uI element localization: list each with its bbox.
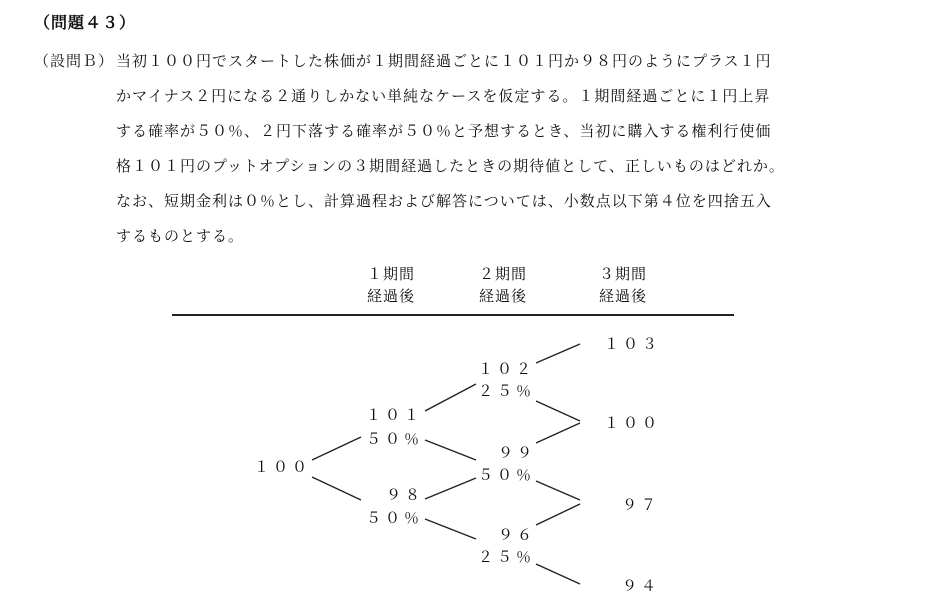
- branch-line: [312, 477, 361, 500]
- branch-line: [425, 440, 476, 460]
- branch-line: [536, 481, 580, 500]
- node-p3-price: ９４: [622, 577, 661, 595]
- branch-line: [536, 344, 580, 363]
- question-label: （設問Ｂ）: [34, 52, 115, 70]
- branch-line: [312, 437, 361, 460]
- header-line: ３期間: [598, 265, 647, 283]
- node-p1-up-prob: ５０％: [366, 430, 424, 448]
- branch-line: [425, 519, 476, 539]
- node-p2-mid-price: ９９: [498, 444, 537, 462]
- problem-heading: （問題４３）: [34, 13, 137, 32]
- node-root-price: １００: [254, 458, 312, 476]
- node-p3-price: １０３: [604, 335, 662, 353]
- question-text-line: かマイナス２円になる２通りしかない単純なケースを仮定する。１期間経過ごとに１円上昇: [116, 87, 771, 105]
- branch-line: [425, 384, 476, 411]
- branch-line: [536, 504, 580, 525]
- node-p3-price: １００: [604, 414, 662, 432]
- node-p2-mid-prob: ５０％: [478, 466, 536, 484]
- node-p1-up-price: １０１: [366, 406, 424, 424]
- node-p2-bottom-price: ９６: [498, 526, 537, 544]
- node-p1-down-price: ９８: [386, 486, 425, 504]
- header-line: 経過後: [598, 287, 647, 305]
- question-text-line: なお、短期金利は０％とし、計算過程および解答については、小数点以下第４位を四捨五入: [116, 192, 772, 210]
- node-p2-top-prob: ２５％: [478, 382, 536, 400]
- question-text-line: する確率が５０％、２円下落する確率が５０％と予想するとき、当初に購入する権利行使価: [116, 122, 772, 140]
- node-p2-bottom-prob: ２５％: [478, 548, 536, 566]
- header-line: 経過後: [366, 287, 415, 305]
- question-text-line: 格１０１円のプットオプションの３期間経過したときの期待値として、正しいものはどれか。: [116, 157, 785, 175]
- question-text-line: するものとする。: [116, 227, 245, 245]
- branch-line: [536, 423, 580, 443]
- header-line: １期間: [366, 265, 415, 283]
- node-p2-top-price: １０２: [478, 360, 536, 378]
- branch-line: [536, 564, 580, 584]
- header-line: ２期間: [478, 265, 527, 283]
- node-p3-price: ９７: [622, 496, 661, 514]
- branch-line: [536, 401, 580, 421]
- question-text-line: 当初１００円でスタートした株価が１期間経過ごとに１０１円か９８円のようにプラス１円: [116, 52, 772, 70]
- header-line: 経過後: [478, 287, 527, 305]
- node-p1-down-prob: ５０％: [366, 509, 424, 527]
- branch-line: [425, 478, 476, 499]
